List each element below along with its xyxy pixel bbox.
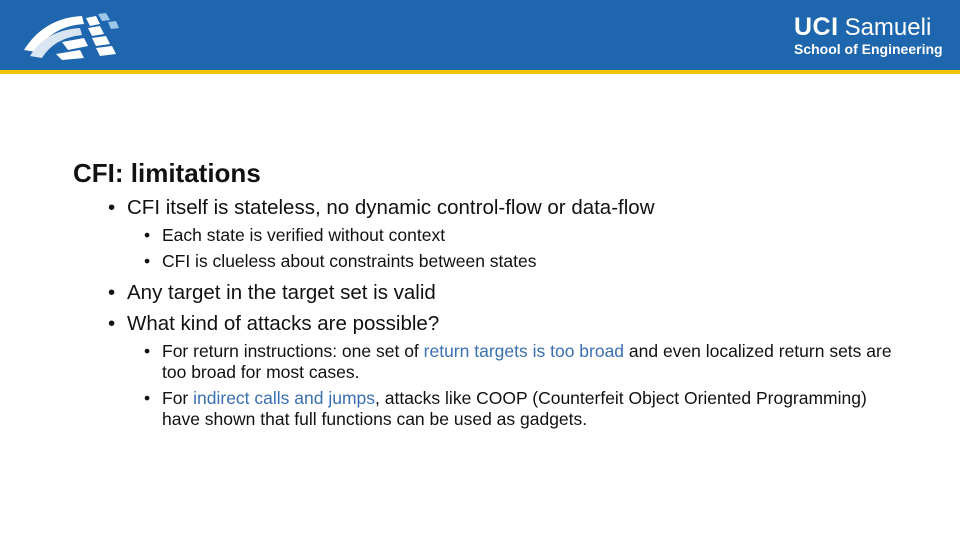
sub-bullet-item [144,251,898,272]
highlighted-text: return targets is too broad [423,341,625,361]
header-banner [0,0,960,70]
bullet-text: CFI itself is stateless, no dynamic control-flow or data-flow [127,196,655,219]
sub-bullet-text-after: and even localized return sets are too broad for most cases. [162,341,892,382]
sub-bullet-list [127,225,898,272]
accent-divider [0,70,960,74]
sub-bullet-item [144,341,898,383]
brand-primary: UCI [794,13,839,41]
bullet-item [108,192,898,272]
sub-bullet-text-before: For [162,388,194,408]
bullet-item [108,277,898,308]
sub-bullet-item [144,388,898,430]
sub-bullet-text: CFI is clueless about constraints between states [162,251,537,271]
brand-subtitle: School of Engineering [794,41,943,57]
bullet-text: Any target in the target set is valid [127,281,436,304]
sub-bullet-text: Each state is verified without context [162,225,446,245]
sub-bullet-list [127,341,898,430]
sub-bullet-text-after: , attacks like COOP (Counterfeit Object Oriented Programming) have shown that full functions can be used as gadgets. [162,388,867,429]
uci-arc-logo-icon [22,12,122,60]
highlighted-text: indirect calls and jumps [193,388,376,408]
slide-title: CFI: limitations [73,158,261,188]
bullet-list [108,192,898,435]
bullet-item [108,308,898,430]
sub-bullet-item [144,225,898,246]
bullet-text: What kind of attacks are possible? [127,312,440,335]
brand-name: Samueli [844,14,932,41]
brand-logo [794,14,946,57]
sub-bullet-text-before: For return instructions: one set of [162,341,424,361]
